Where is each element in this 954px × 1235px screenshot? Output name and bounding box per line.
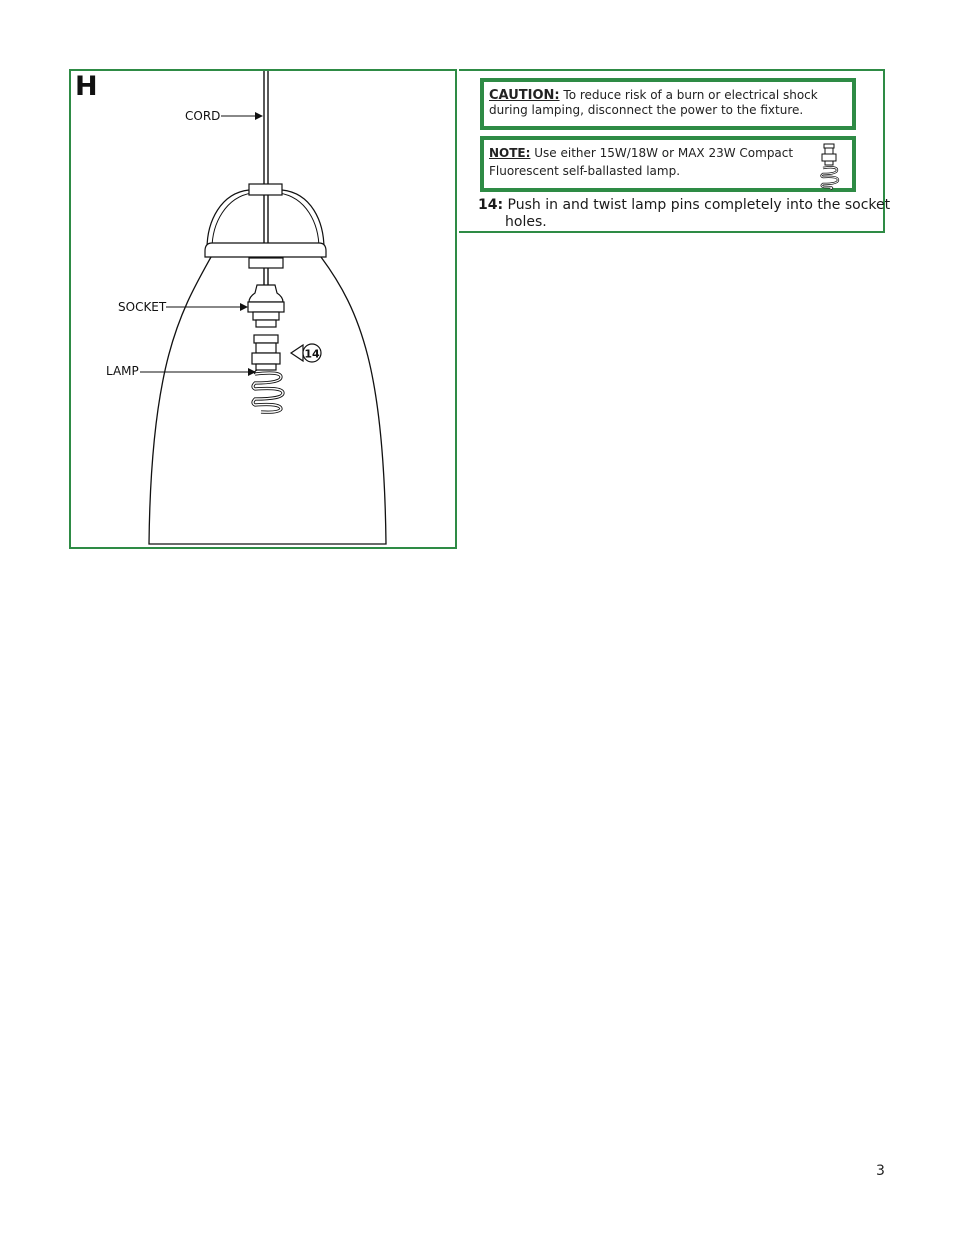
- step-marker-number: 14: [304, 347, 320, 361]
- step-letter: H: [75, 71, 98, 102]
- instruction-panel: [459, 69, 891, 233]
- note-text-line1: Use either 15W/18W or MAX 23W Compact: [530, 146, 794, 160]
- illustration-panel-h: [69, 69, 457, 549]
- caution-label: CAUTION:: [489, 88, 560, 103]
- lamp-label: LAMP: [106, 364, 139, 378]
- page-number: 3: [876, 1163, 885, 1179]
- step-number: 14:: [478, 197, 504, 213]
- socket-part: [248, 285, 284, 327]
- cfl-lamp-icon: [818, 143, 840, 191]
- note-text-line2: Fluorescent self-ballasted lamp.: [489, 164, 681, 178]
- cfl-lamp: [252, 335, 283, 412]
- step-text: Push in and twist lamp pins completely into the socket holes.: [503, 197, 891, 230]
- shade-cap: [205, 243, 326, 257]
- cord-label: CORD: [185, 109, 221, 123]
- caution-text: To reduce risk of a burn or electrical shock during lamping, disconnect the power to the fixture.: [489, 88, 818, 117]
- note-box: [480, 136, 856, 192]
- step-14-instruction: [478, 197, 895, 231]
- step-marker-14: [291, 344, 321, 362]
- caution-box: [480, 78, 856, 130]
- cord-grip: [249, 184, 282, 195]
- note-label: NOTE:: [489, 146, 531, 160]
- socket-label: SOCKET: [118, 300, 167, 314]
